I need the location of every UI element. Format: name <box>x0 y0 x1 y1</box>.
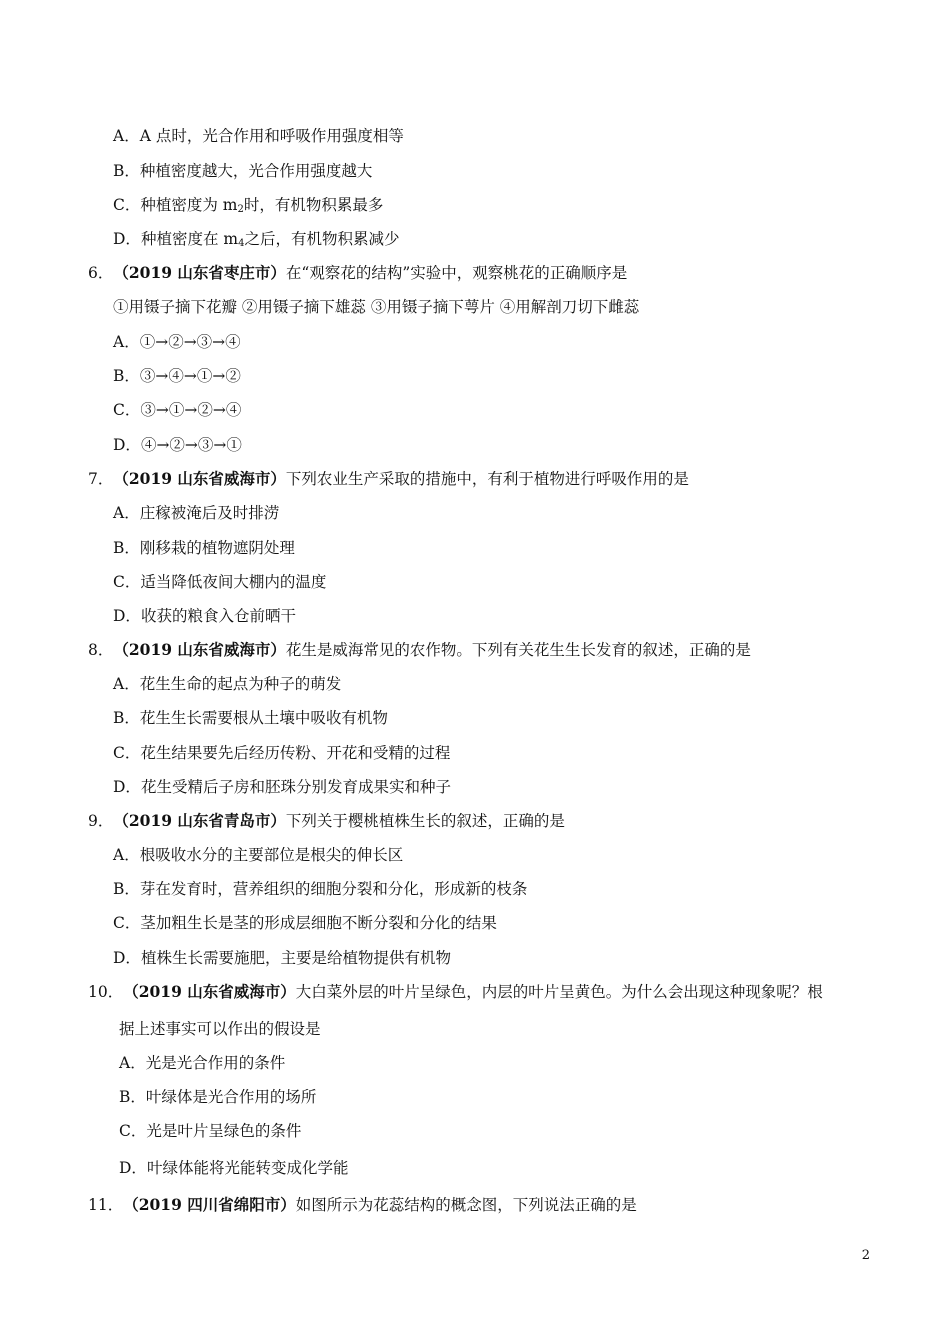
option-text: 收获的粮食入仓前晒干 <box>140 607 296 625</box>
question-text: 下列关于樱桃植株生长的叙述，正确的是 <box>285 812 565 830</box>
option-text: 花生受精后子房和胚珠分别发育成果实和种子 <box>140 778 451 796</box>
question-number: 6． <box>88 264 114 282</box>
option-key: D． <box>113 230 141 248</box>
option-key: A． <box>113 127 140 145</box>
q9-option-d <box>113 947 451 969</box>
option-key: D． <box>119 1159 147 1177</box>
option-text: 庄稼被淹后及时排涝 <box>139 504 280 522</box>
q6-steps: ①用镊子摘下花瓣 ②用镊子摘下雄蕊 ③用镊子摘下萼片 ④用解剖刀切下雌蕊 <box>113 298 640 316</box>
option-key: B． <box>119 1088 146 1106</box>
q6-stem <box>88 262 627 284</box>
question-number: 11． <box>88 1196 124 1214</box>
option-key: B． <box>113 709 140 727</box>
option-key: C． <box>113 196 141 214</box>
question-text: 在“观察花的结构”实验中，观察桃花的正确顺序是 <box>285 264 628 282</box>
option-text: 花生结果要先后经历传粉、开花和受精的过程 <box>140 744 451 762</box>
option-key: C． <box>113 914 141 932</box>
question-number: 10． <box>88 983 124 1001</box>
option-key: B． <box>113 880 140 898</box>
option-key: C． <box>113 573 141 591</box>
option-key: C． <box>113 744 141 762</box>
q10-stem <box>88 981 823 1003</box>
q8-option-c <box>113 742 450 764</box>
option-text: ③→①→②→④ <box>140 401 242 419</box>
q5-option-a <box>113 125 404 147</box>
subscript: 4 <box>238 238 245 249</box>
q10-option-b <box>119 1086 316 1108</box>
option-key: C． <box>113 401 141 419</box>
page-number: 2 <box>861 1248 870 1263</box>
question-number: 9． <box>88 812 114 830</box>
option-text: 花生生命的起点为种子的萌发 <box>139 675 342 693</box>
q10-stem-continued: 据上述事实可以作出的假设是 <box>119 1020 321 1038</box>
option-key: A． <box>113 504 140 522</box>
q5-option-d <box>113 228 399 255</box>
option-text: 种植密度为 m <box>140 196 238 214</box>
q6-option-d <box>113 434 242 456</box>
option-text: 芽在发育时，营养组织的细胞分裂和分化，形成新的枝条 <box>139 880 528 898</box>
option-text: 植株生长需要施肥，主要是给植物提供有机物 <box>140 949 451 967</box>
option-text: ①→②→③→④ <box>139 333 241 351</box>
question-text: 花生是威海常见的农作物。下列有关花生生长发育的叙述，正确的是 <box>285 641 751 659</box>
option-text: 茎加粗生长是茎的形成层细胞不断分裂和分化的结果 <box>140 914 497 932</box>
option-key: D． <box>113 607 141 625</box>
option-text: ③→④→①→② <box>139 367 241 385</box>
question-source: （2019 山东省青岛市） <box>113 811 286 830</box>
q8-stem <box>88 639 751 661</box>
q6-option-b <box>113 365 241 387</box>
q8-option-a <box>113 673 341 695</box>
option-key: A． <box>113 846 140 864</box>
subscript: 2 <box>237 204 244 215</box>
option-text: 根吸收水分的主要部位是根尖的伸长区 <box>139 846 404 864</box>
option-key: D． <box>113 436 141 454</box>
option-text: 叶绿体能将光能转变成化学能 <box>146 1159 349 1177</box>
option-text: 叶绿体是光合作用的场所 <box>145 1088 317 1106</box>
q9-option-a <box>113 844 403 866</box>
q10-option-a <box>119 1052 285 1074</box>
q5-option-c <box>113 194 383 221</box>
q7-option-a <box>113 502 279 524</box>
question-source: （2019 四川省绵阳市） <box>123 1195 296 1214</box>
option-text: 光是叶片呈绿色的条件 <box>146 1122 302 1140</box>
q9-option-b <box>113 878 527 900</box>
q9-stem <box>88 810 565 832</box>
q6-option-c <box>113 399 241 421</box>
q8-option-d <box>113 776 451 798</box>
option-text: 光是光合作用的条件 <box>145 1054 286 1072</box>
q7-stem <box>88 468 689 490</box>
q9-option-c <box>113 912 497 934</box>
q10-option-d <box>119 1157 348 1179</box>
option-key: D． <box>113 949 141 967</box>
option-key: C． <box>119 1122 147 1140</box>
option-key: A． <box>113 333 140 351</box>
option-text-after: 之后，有机物积累减少 <box>244 230 400 248</box>
option-text: 种植密度在 m <box>140 230 239 248</box>
option-text-after: 时，有机物积累最多 <box>243 196 384 214</box>
question-number: 7． <box>88 470 114 488</box>
question-number: 8． <box>88 641 114 659</box>
q7-option-b <box>113 537 295 559</box>
option-key: B． <box>113 367 140 385</box>
q11-stem <box>88 1194 637 1216</box>
question-source: （2019 山东省枣庄市） <box>113 263 286 282</box>
q5-option-b <box>113 160 372 182</box>
q7-option-d <box>113 605 296 627</box>
option-text: ④→②→③→① <box>140 436 242 454</box>
option-text: 刚移栽的植物遮阴处理 <box>139 539 295 557</box>
q7-option-c <box>113 571 326 593</box>
question-text: 大白菜外层的叶片呈绿色，内层的叶片呈黄色。为什么会出现这种现象呢？根 <box>295 983 823 1001</box>
option-text: 花生生长需要根从土壤中吸收有机物 <box>139 709 388 727</box>
q10-option-c <box>119 1120 301 1142</box>
question-source: （2019 山东省威海市） <box>113 469 286 488</box>
question-text: 如图所示为花蕊结构的概念图，下列说法正确的是 <box>295 1196 637 1214</box>
q8-option-b <box>113 707 388 729</box>
option-text: 适当降低夜间大棚内的温度 <box>140 573 327 591</box>
option-text: 种植密度越大，光合作用强度越大 <box>139 162 373 180</box>
question-source: （2019 山东省威海市） <box>123 982 296 1001</box>
q6-option-a <box>113 331 241 353</box>
option-key: A． <box>119 1054 146 1072</box>
question-text: 下列农业生产采取的措施中，有利于植物进行呼吸作用的是 <box>285 470 689 488</box>
option-key: B． <box>113 539 140 557</box>
option-key: A． <box>113 675 140 693</box>
option-text: A 点时，光合作用和呼吸作用强度相等 <box>139 127 404 145</box>
option-key: D． <box>113 778 141 796</box>
question-source: （2019 山东省威海市） <box>113 640 286 659</box>
option-key: B． <box>113 162 140 180</box>
